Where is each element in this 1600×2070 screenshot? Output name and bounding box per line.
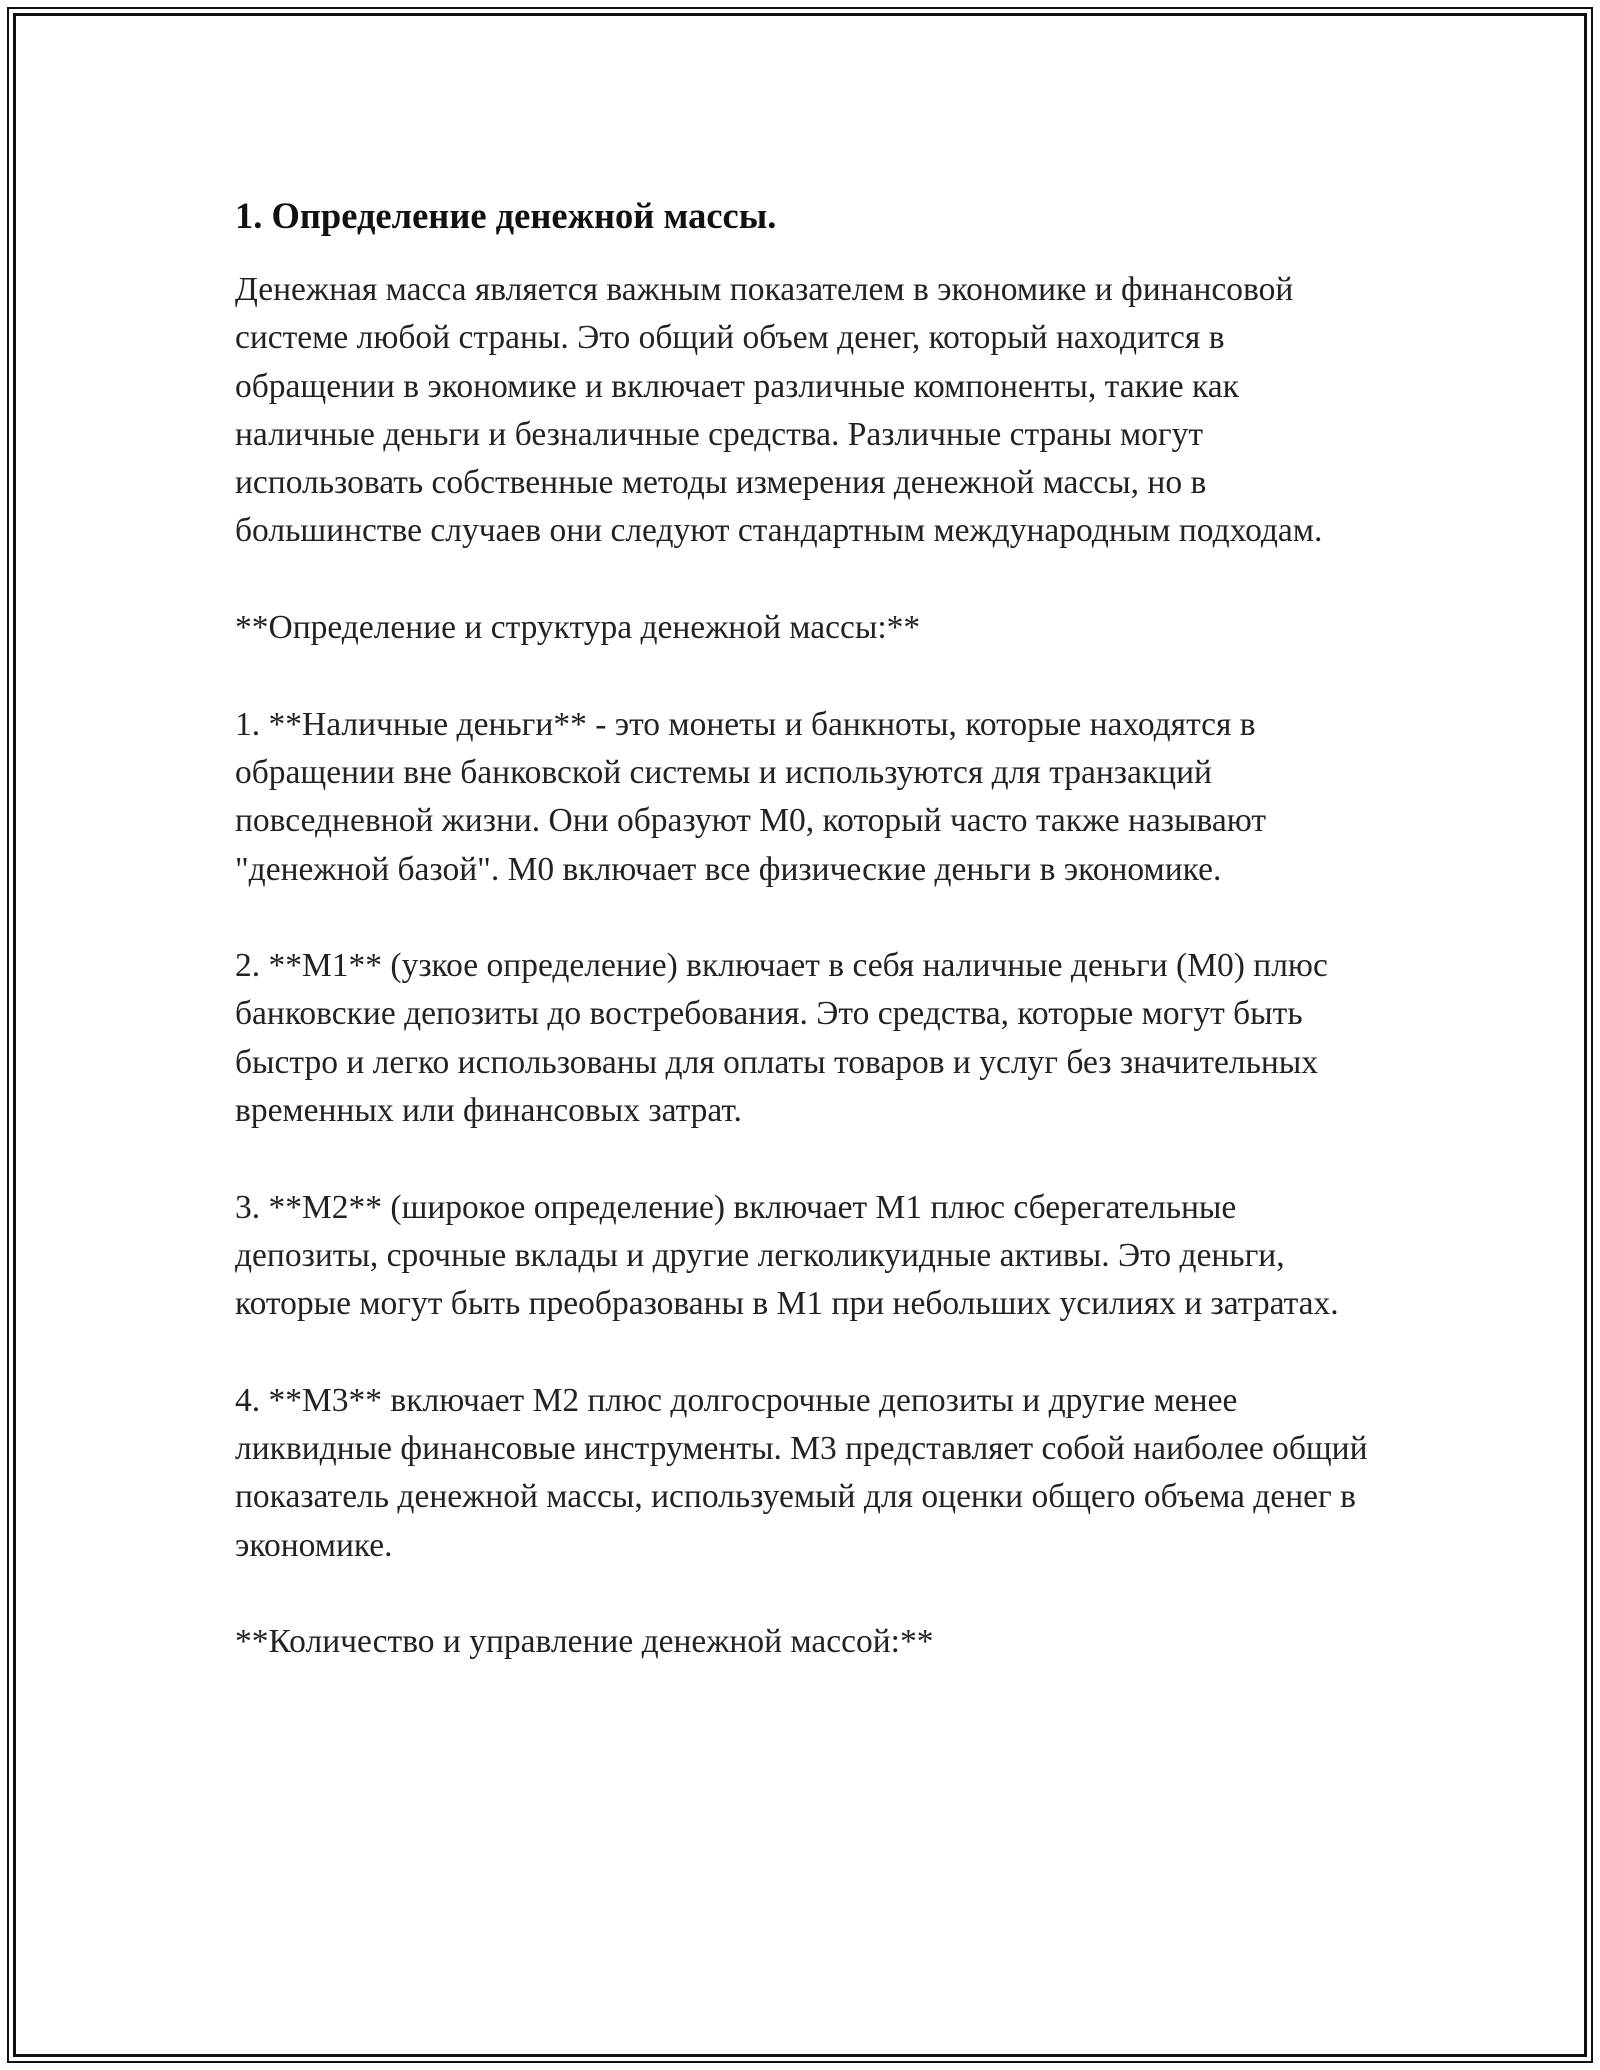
list-item-cash: 1. **Наличные деньги** - это монеты и банкноты, которые находятся в обращении вне банковской системы и используются для транзакций повседневной жизни. Они образуют M0, который часто также называют "денежной базой". M0 включает все физические деньги в экономике. — [235, 705, 1267, 888]
section-heading: 1. Определение денежной массы. — [235, 195, 777, 236]
structure-subheading: **Определение и структура денежной массы:** — [235, 609, 921, 647]
document-body — [235, 190, 1380, 1715]
management-subheading: **Количество и управление денежной массой:** — [235, 1623, 934, 1661]
intro-paragraph: Денежная масса является важным показателем в экономике и финансовой системе любой страны. Это общий объем денег, который находится в обращении в экономике и включает различные компоненты, такие как наличные деньги и безналичные средства. Различные страны могут использовать собственные методы измерения денежной массы, но в большинстве случаев они следуют стандартным международным подходам. — [235, 271, 1323, 550]
list-item-m1: 2. **M1** (узкое определение) включает в себя наличные деньги (M0) плюс банковские депозиты до востребования. Это средства, которые могут быть быстро и легко использованы для оплаты товаров и услуг без значительных временных или финансовых затрат. — [235, 947, 1328, 1130]
list-item-m3: 4. **M3** включает M2 плюс долгосрочные депозиты и другие менее ликвидные финансовые инструменты. M3 представляет собой наиболее общий показатель денежной массы, используемый для оценки общего объема денег в экономике. — [235, 1381, 1368, 1564]
list-item-m2: 3. **M2** (широкое определение) включает M1 плюс сберегательные депозиты, срочные вклады и другие легколикуидные активы. Это деньги, которые могут быть преобразованы в M1 при небольших усилиях и затратах. — [235, 1188, 1339, 1323]
